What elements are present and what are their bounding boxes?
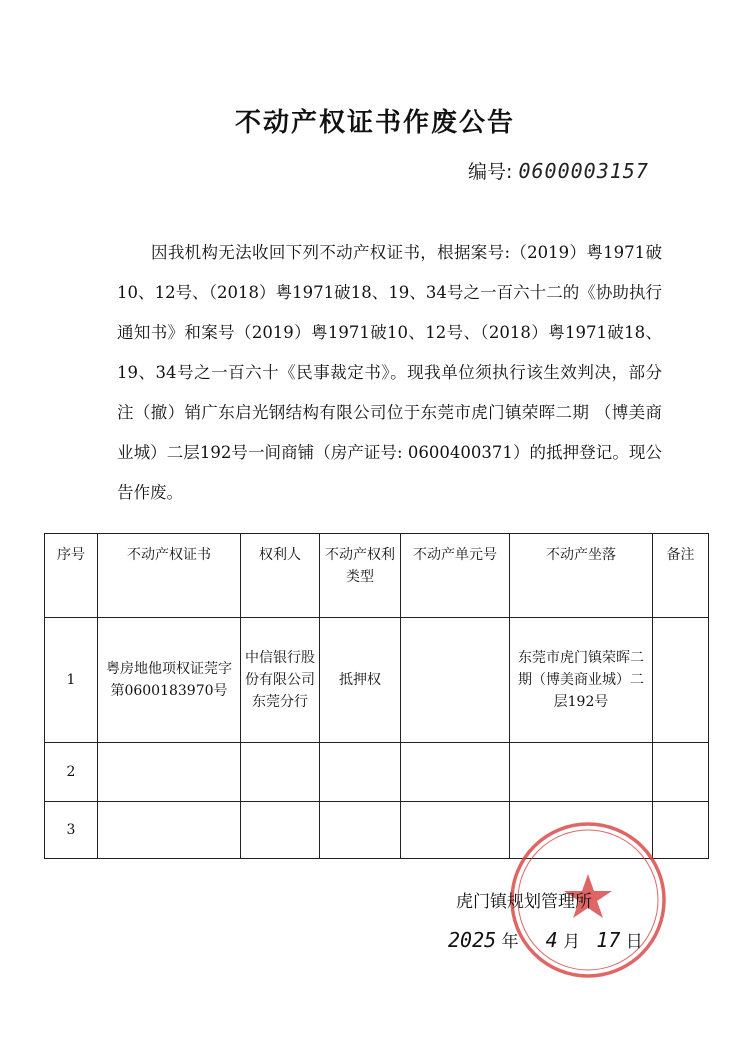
header-certificate: 不动产权证书 [98,534,241,618]
row-right-type: 抵押权 [320,618,401,743]
row-unit-no [401,743,510,802]
row-index: 1 [45,618,98,743]
header-right-type: 不动产权利类型 [320,534,401,618]
date-year-unit: 年 [501,932,519,952]
row-holder [241,743,320,802]
row-certificate: 粤房地他项权证莞字第0600183970号 [98,618,241,743]
serial-number: 0600003157 [518,159,649,183]
table-header-row [45,534,709,618]
row-holder: 中信银行股份有限公司东莞分行 [241,618,320,743]
header-index: 序号 [45,534,98,618]
row-right-type [320,802,401,859]
row-index: 3 [45,802,98,859]
header-remark: 备注 [653,534,709,618]
row-remark [653,618,709,743]
signature-date [448,927,643,952]
row-unit-no [401,802,510,859]
row-location: 东莞市虎门镇荣晖二期（博美商业城）二层192号 [510,618,653,743]
date-day-unit: 日 [625,932,643,952]
row-right-type [320,743,401,802]
header-holder: 权利人 [241,534,320,618]
date-month-unit: 月 [563,932,581,952]
notice-title: 不动产权证书作废公告 [234,108,515,138]
row-holder [241,802,320,859]
row-location [510,743,653,802]
row-remark [653,743,709,802]
certificate-table [44,533,709,859]
date-year: 2025 [448,928,497,952]
row-certificate [98,802,241,859]
header-location: 不动产坐落 [510,534,653,618]
issuing-office: 虎门镇规划管理所 [456,892,592,912]
row-index: 2 [45,743,98,802]
table-row [45,618,709,743]
row-certificate [98,743,241,802]
serial-label: 编号: [468,161,513,183]
notice-body: 因我机构无法收回下列不动产权证书，根据案号:（2019）粤1971破10、12号、（2018）粤1971破18、19、34号之一百六十二的《协助执行通知书》和案号（2019）粤1971破10、12号、（2018）粤1971破18、19、34号之一百六十《民事裁定书》。现我单位须执行该生效判决，部分注（撤）销广东启光钢结构有限公司位于东莞市虎门镇荣晖二期 （博美商业城）二层192号一间商铺（房产证号: 0600400371）的抵押登记。现公告作废。 [117,243,662,502]
header-unit-no: 不动产单元号 [401,534,510,618]
date-day: 17 [596,928,621,952]
date-month: 4 [545,928,558,952]
row-unit-no [401,618,510,743]
serial-line [468,157,649,184]
table-row [45,743,709,802]
